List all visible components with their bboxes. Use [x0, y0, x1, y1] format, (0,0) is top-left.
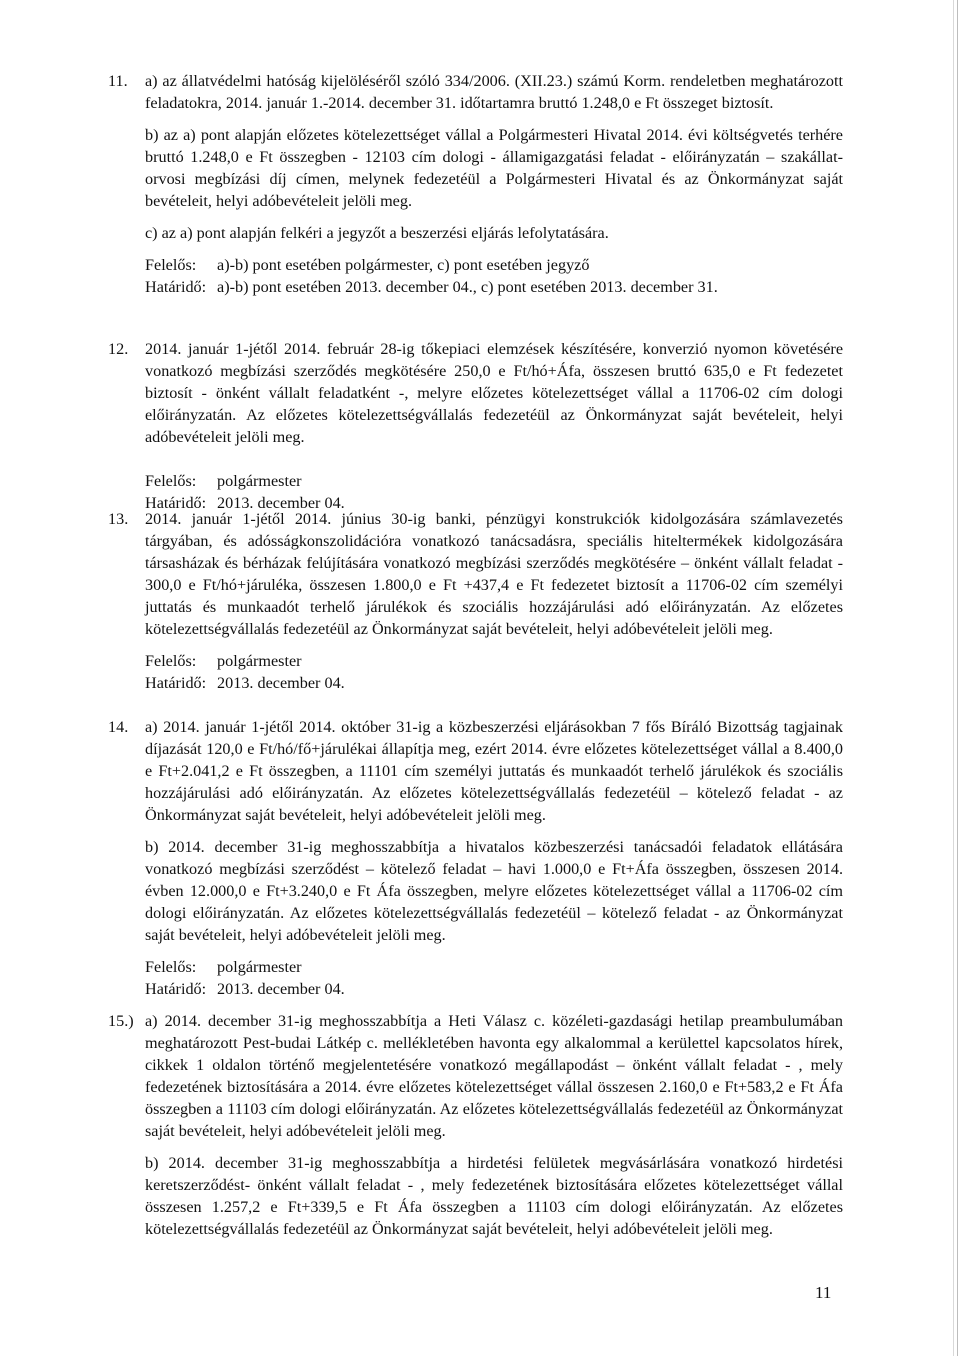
responsible-value: a)-b) pont esetében polgármester, c) pont esetében jegyző — [217, 256, 590, 274]
resolution-item-12 — [108, 338, 843, 514]
deadline-value: a)-b) pont esetében 2013. december 04., c) pont esetében 2013. december 31. — [217, 278, 718, 296]
deadline-line — [145, 978, 843, 1000]
resolution-item-11 — [108, 70, 843, 298]
deadline-value: 2013. december 04. — [217, 980, 345, 998]
responsible-value: polgármester — [217, 472, 302, 490]
paragraph: a) 2014. december 31-ig meghosszabbítja a Heti Válasz c. közéleti-gazdasági hetilap preambulumában meghatározott Pest-budai Látkép c. mellékletében havonta egy alkalommal a kerülettel kapcsolatos hírek, cikkek 1 oldalon történő megjelentetésére vonatkozó megállapodást – önként vállalt feladat - , mely fedezetének biztosítására a 2014. évre előzetes kötelezettséget vállal összesen 2.160,0 e Ft+583,2 e Ft Áfa összegben a 11103 cím dologi előirányzatán. Az előzetes kötelezettségvállalás fedezetéül az Önkormányzat saját bevételeit, helyi adóbevételeit jelöli meg. — [145, 1012, 843, 1140]
responsible-label: Felelős: — [145, 652, 197, 670]
responsible-line — [145, 254, 843, 276]
responsible-line — [145, 650, 843, 672]
paragraph: b) az a) pont alapján előzetes kötelezettséget vállal a Polgármesteri Hivatal 2014. évi költségvetés terhére bruttó 1.248,0 e Ft összegben - 12103 cím dologi - államigazgatási feladat - előirányzatán – szakállat-orvosi megbízási díj címen, melynek fedezetéül a Polgármesteri Hivatal és az Önkormányzat saját bevételeit, helyi adóbevételeit jelöli meg. — [145, 126, 843, 210]
responsible-line — [145, 956, 843, 978]
deadline-line — [145, 276, 843, 298]
responsible-value: polgármester — [217, 958, 302, 976]
responsible-label: Felelős: — [145, 472, 197, 490]
deadline-value: 2013. december 04. — [217, 674, 345, 692]
deadline-line — [145, 672, 843, 694]
page-number: 11 — [815, 1283, 832, 1302]
resolution-item-13 — [108, 508, 843, 694]
resolution-item-15 — [108, 1010, 843, 1240]
responsible-label: Felelős: — [145, 256, 197, 274]
item-number: 11. — [108, 72, 128, 90]
responsible-value: polgármester — [217, 652, 302, 670]
deadline-label: Határidő: — [145, 980, 207, 998]
paragraph: b) 2014. december 31-ig meghosszabbítja a hivatalos közbeszerzési tanácsadói feladatok ellátására vonatkozó megbízási szerződést – kötelező feladat – havi 1.000,0 e Ft+Áfa összegben, összesen 2014. évben 12.000,0 e Ft+3.240,0 e Ft Áfa összegben, melyre előzetes kötelezettséget vállal a 11706-02 cím dologi előirányzatán. Az előzetes kötelezettségvállalás fedezetéül – kötelező feladat - az Önkormányzat saját bevételeit, helyi adóbevételeit jelöli meg. — [145, 838, 843, 944]
scan-edge-line — [957, 0, 958, 1356]
item-number: 14. — [108, 718, 129, 736]
deadline-value: 2013. december 04. — [217, 494, 345, 512]
item-number: 12. — [108, 340, 129, 358]
item-number: 13. — [108, 510, 129, 528]
scan-edge-line — [953, 0, 954, 1356]
responsible-label: Felelős: — [145, 958, 197, 976]
paragraph: 2014. január 1-jétől 2014. február 28-ig tőkepiaci elemzések készítésére, konverzió nyomon követésére vonatkozó megbízási szerződés megkötésére 250,0 e Ft/hó+Áfa, összesen bruttó 635,0 e Ft fedezetet biztosít - önként vállalt feladatként -, melyre előzetes kötelezettséget vállal a 11706-02 cím dologi előirányzatán. Az előzetes kötelezettségvállalás fedezetéül az Önkormányzat saját bevételeit, helyi adóbevételeit jelöli meg. — [145, 340, 843, 446]
paragraph: c) az a) pont alapján felkéri a jegyzőt a beszerzési eljárás lefolytatására. — [145, 224, 609, 242]
paragraph: a) 2014. január 1-jétől 2014. október 31-ig a közbeszerzési eljárásokban 7 fős Bíráló Bizottság tagjainak díjazását 120,0 e Ft/hó/fő+járulékai állapítja meg, ezért 2014. évre előzetes kötelezettséget vállal a 8.400,0 e Ft+2.041,2 e Ft összegben, a 11101 cím személyi juttatás és munkaadót terhelő járulékok és szociális hozzájárulási adó előirányzatán. Az előzetes kötelezettségvállalás fedezetéül – kötelező feladat - az Önkormányzat saját bevételeit, helyi adóbevételeit jelöli meg. — [145, 718, 843, 824]
paragraph: a) az állatvédelmi hatóság kijelöléséről szóló 334/2006. (XII.23.) számú Korm. rendeletben meghatározott feladatokra, 2014. január 1.-2014. december 31. időtartamra bruttó 1.248,0 e Ft összeget biztosít. — [145, 72, 843, 112]
deadline-label: Határidő: — [145, 494, 207, 512]
deadline-label: Határidő: — [145, 278, 207, 296]
responsible-line — [145, 470, 843, 492]
deadline-label: Határidő: — [145, 674, 207, 692]
item-number: 15.) — [108, 1012, 134, 1030]
resolution-item-14 — [108, 716, 843, 1000]
paragraph: b) 2014. december 31-ig meghosszabbítja a hirdetési felületek megvásárlására vonatkozó hirdetési keretszerződést- önként vállalt feladat - , mely fedezetének biztosítására előzetes kötelezettséget vállal összesen 1.257,2 e Ft+339,5 e Ft Áfa összegben a 11103 cím dologi előirányzatán. Az előzetes kötelezettségvállalás fedezetéül az Önkormányzat saját bevételeit, helyi adóbevételeit jelöli meg. — [145, 1154, 843, 1238]
paragraph: 2014. január 1-jétől 2014. június 30-ig banki, pénzügyi konstrukciók kidolgozására számlavezetés tárgyában, és adósságkonszolidációra vonatkozó tanácsadásra, speciális hiteltermékek kidolgozására társasházak és bérházak felújítására vonatkozó megbízási szerződés megkötésére – önként vállalt feladat - 300,0 e Ft/hó+járuléka, összesen 1.800,0 e Ft +437,4 e Ft fedezetet biztosít a 11706-02 cím személyi juttatás és munkaadót terhelő járulékok és szociális hozzájárulási adó előirányzatán. Az előzetes kötelezettségvállalás fedezetéül az Önkormányzat saját bevételeit, helyi adóbevételeit jelöli meg. — [145, 510, 843, 638]
